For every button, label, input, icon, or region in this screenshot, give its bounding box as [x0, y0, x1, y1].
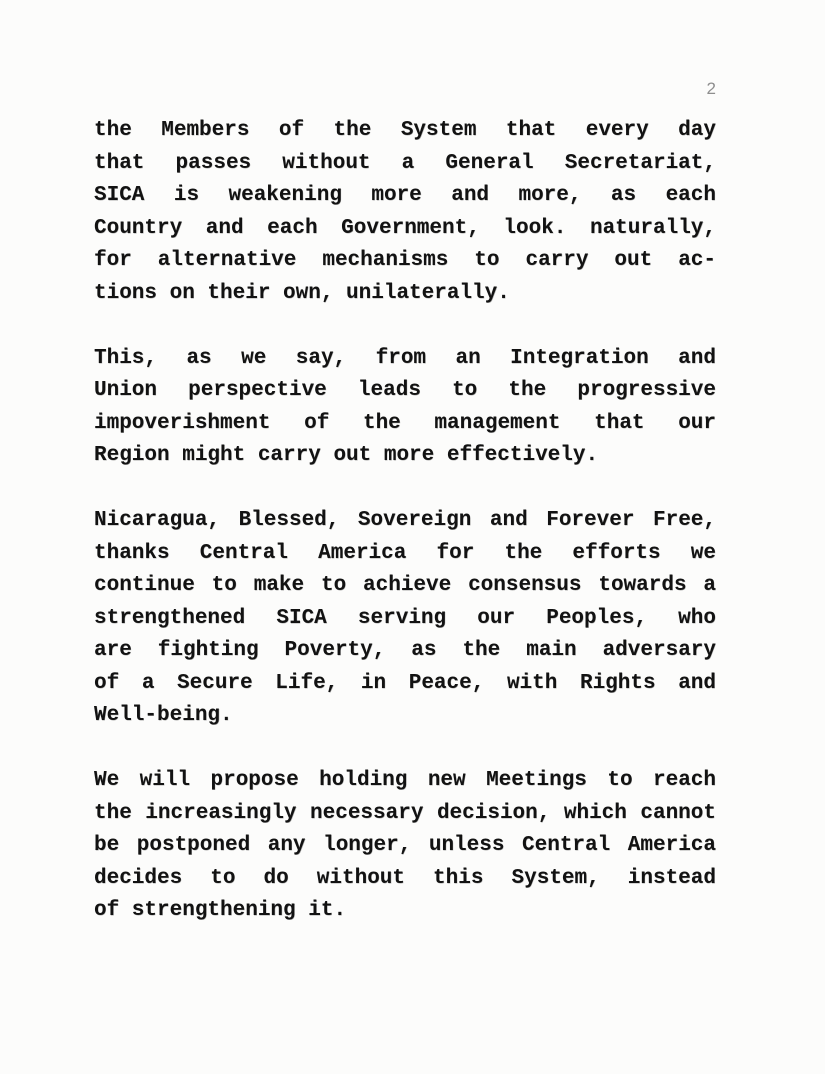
text-line: are fighting Poverty, as the main adversary	[94, 639, 716, 662]
document-body	[94, 115, 716, 960]
text-line: strengthened SICA serving our Peoples, who	[94, 606, 716, 630]
paragraph-3	[94, 505, 716, 733]
paragraph-4	[94, 765, 716, 928]
text-line: This, as we say, from an Integration and	[94, 346, 716, 370]
text-line: of strengthening it.	[94, 899, 347, 922]
text-line: SICA is weakening more and more, as each	[94, 184, 716, 207]
text-line: Region might carry out more effectively.	[94, 444, 599, 467]
text-line: tions on their own, unilaterally.	[94, 281, 510, 305]
text-line: the Members of the System that every day	[94, 119, 716, 142]
text-line: continue to make to achieve consensus towards a	[94, 574, 716, 597]
text-line: Nicaragua, Blessed, Sovereign and Forever Free,	[94, 509, 716, 532]
paragraph-2	[94, 343, 716, 473]
text-line: We will propose holding new Meetings to reach	[94, 769, 716, 792]
text-line: thanks Central America for the efforts we	[94, 541, 716, 565]
text-line: decides to do without this System, instead	[94, 866, 716, 890]
page-number: 2	[706, 79, 716, 98]
text-line: that passes without a General Secretariat,	[94, 151, 716, 175]
text-line: Union perspective leads to the progressive	[94, 379, 716, 402]
text-line: the increasingly necessary decision, which cannot	[94, 801, 716, 825]
text-line: of a Secure Life, in Peace, with Rights and	[94, 671, 716, 695]
text-line: be postponed any longer, unless Central America	[94, 834, 716, 857]
paragraph-1	[94, 115, 716, 310]
text-line: impoverishment of the management that our	[94, 411, 716, 435]
text-line: Well-being.	[94, 704, 233, 727]
text-line: for alternative mechanisms to carry out ac-	[94, 249, 716, 272]
text-line: Country and each Government, look. naturally,	[94, 216, 716, 240]
